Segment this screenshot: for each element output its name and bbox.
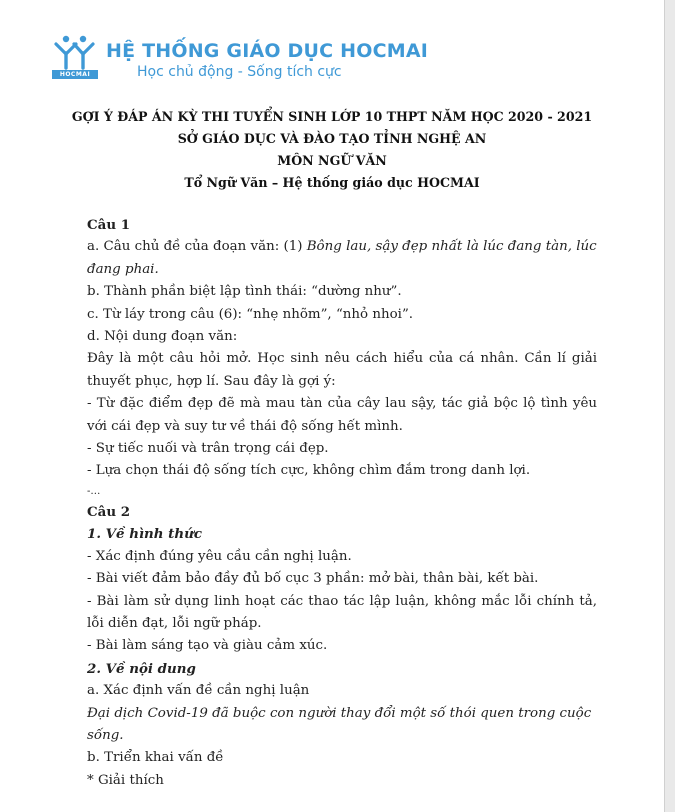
form-point: - Bài làm sử dụng linh hoạt các thao tác lập luận, không mắc lỗi chính tả, lỗi diễn đạt, lỗi ngữ pháp.: [87, 593, 597, 631]
form-point: - Bài làm sáng tạo và giàu cảm xúc.: [87, 638, 328, 654]
cau1-b: b. Thành phần biệt lập tình thái: “dường như”.: [87, 284, 402, 300]
cau1-d: d. Nội dung đoạn văn:: [87, 329, 238, 345]
cau2-a: a. Xác định vấn đề cần nghị luận: [87, 683, 310, 699]
cau1-point: - Sự tiếc nuối và trân trọng cái đẹp.: [87, 441, 329, 457]
form-point: - Bài viết đảm bảo đầy đủ bố cục 3 phần: mở bài, thân bài, kết bài.: [87, 571, 539, 587]
department-title: SỞ GIÁO DỤC VÀ ĐÀO TẠO TỈNH NGHỆ AN: [177, 131, 487, 146]
cau2-b: b. Triển khai vấn đề: [87, 750, 224, 766]
subject-title: MÔN NGỮ VĂN: [277, 153, 387, 168]
cau2-heading: Câu 2: [87, 503, 131, 520]
logo-wordmark: HOCMAI: [52, 70, 98, 79]
document-body: [87, 214, 597, 792]
brand-slogan: Học chủ động - Sống tích cực: [137, 64, 342, 80]
cau2-explain: * Giải thích: [87, 772, 164, 788]
cau1-intro: Đây là một câu hỏi mở. Học sinh nêu cách hiểu của cá nhân. Cần lí giải thuyết phục, hợp lí. Sau đây là gợi ý:: [87, 351, 597, 389]
cau2-topic: Đại dịch Covid-19 đã buộc con người thay đổi một số thói quen trong cuộc sống.: [87, 705, 592, 743]
cau2-section-form: 1. Về hình thức: [87, 526, 202, 543]
cau1-point: - Lựa chọn thái độ sống tích cực, không chìm đắm trong danh lợi.: [87, 463, 531, 479]
form-point: - Xác định đúng yêu cầu cần nghị luận.: [87, 548, 352, 564]
author-title: Tổ Ngữ Văn – Hệ thống giáo dục HOCMAI: [184, 175, 480, 190]
cau1-heading: Câu 1: [87, 217, 131, 233]
cau1-c: c. Từ láy trong câu (6): “nhẹ nhõm”, “nhỏ nhoi”.: [87, 306, 414, 322]
cau1-point: - Từ đặc điểm đẹp đẽ mà mau tàn của cây lau sậy, tác giả bộc lộ tình yêu với cái đẹp và suy tư về thái độ sống hết mình.: [87, 396, 597, 434]
brand-title: HỆ THỐNG GIÁO DỤC HOCMAI: [106, 40, 428, 62]
cau1-a: a. Câu chủ đề của đoạn văn: (1) Bông lau, sậy đẹp nhất là lúc đang tàn, lúc đang phai.: [87, 239, 597, 277]
document-titles: [0, 106, 664, 194]
exam-title: GỢI Ý ĐÁP ÁN KỲ THI TUYỂN SINH LỚP 10 THPT NĂM HỌC 2020 - 2021: [71, 109, 593, 124]
cau2-section-content: 2. Về nội dung: [87, 660, 196, 677]
cau1-point: -…: [87, 485, 101, 497]
